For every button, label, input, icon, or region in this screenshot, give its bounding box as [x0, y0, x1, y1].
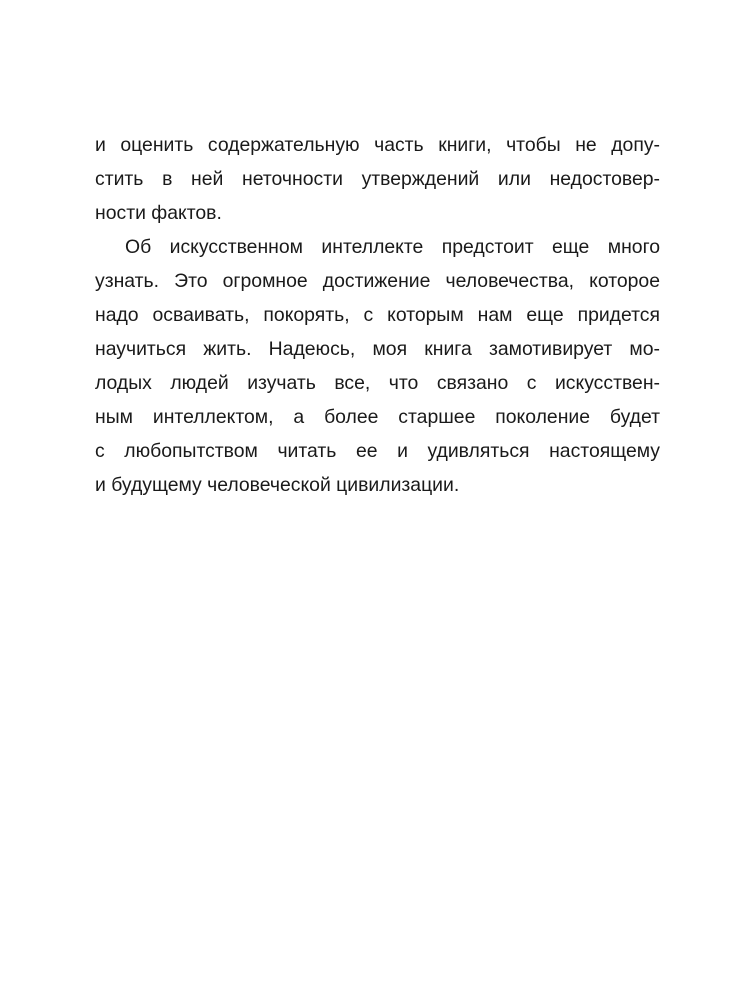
text-line: научиться жить. Надеюсь, моя книга замотивирует мо-	[95, 338, 660, 360]
text-line: стить в ней неточности утверждений или недостовер-	[95, 168, 660, 190]
text-line: ным интеллектом, а более старшее поколение будет	[95, 406, 660, 428]
text-line: Об искусственном интеллекте предстоит еще много	[125, 236, 660, 258]
text-line: с любопытством читать ее и удивляться настоящему	[95, 440, 660, 462]
text-line: лодых людей изучать все, что связано с искусствен-	[95, 372, 660, 394]
text-line: узнать. Это огромное достижение человечества, которое	[95, 270, 660, 292]
text-line: ности фактов.	[95, 202, 222, 224]
text-line: и будущему человеческой цивилизации.	[95, 474, 460, 496]
text-line: и оценить содержательную часть книги, чтобы не допу-	[95, 134, 660, 156]
text-line: надо осваивать, покорять, с которым нам еще придется	[95, 304, 660, 326]
